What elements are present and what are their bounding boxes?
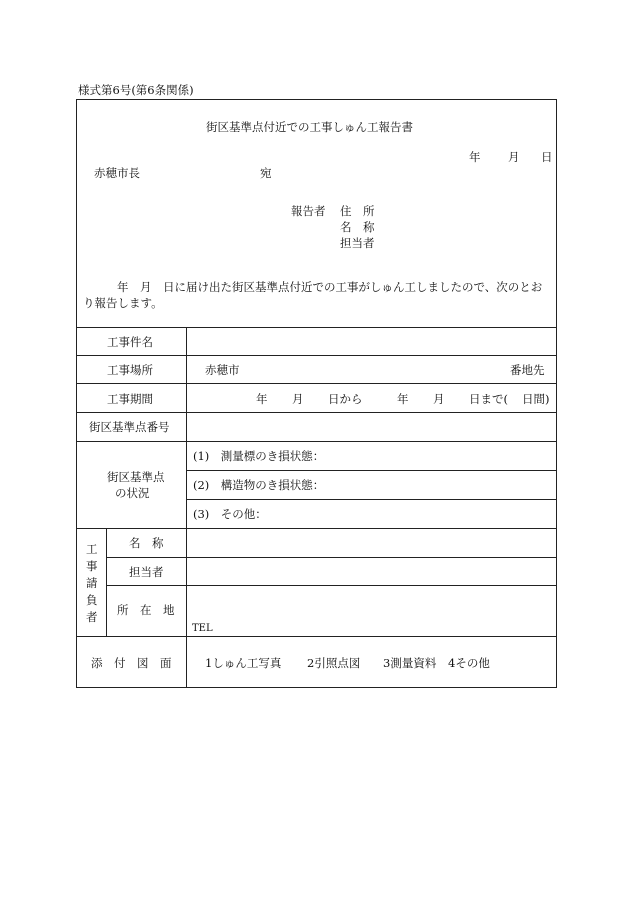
contractor-vlabel-2: 事	[86, 559, 98, 573]
report-form	[76, 99, 557, 688]
contractor-vlabel-4: 負	[86, 593, 98, 607]
intro-line1: 年 月 日に届け出た街区基準点付近での工事がしゅん工しましたので、次のとお	[117, 280, 543, 294]
reporter-name: 名 称	[340, 220, 375, 234]
contractor-vlabel-1: 工	[86, 542, 98, 556]
location-city: 赤穂市	[205, 363, 240, 377]
point-status-label-1: 街区基準点	[107, 470, 165, 484]
period-days: 日間)	[522, 392, 550, 406]
period-start-month: 月	[292, 392, 304, 406]
point-number-label: 街区基準点番号	[89, 420, 170, 434]
addressee-name: 赤穂市長	[94, 166, 140, 180]
period-label: 工事期間	[107, 392, 153, 406]
contractor-address-label: 所 在 地	[117, 603, 175, 617]
attachment-1: 1しゅん工写真	[205, 656, 282, 670]
location-label: 工事場所	[107, 363, 153, 377]
date-month: 月	[508, 150, 520, 164]
status-item-3: (3) その他：	[193, 507, 267, 521]
project-name-label: 工事件名	[107, 335, 153, 349]
addressee-honorific: 宛	[260, 166, 272, 180]
attachments-label: 添 付 図 面	[91, 656, 172, 670]
intro-line2: り報告します。	[83, 296, 163, 310]
date-year: 年	[469, 150, 481, 164]
reporter-label: 報告者	[291, 204, 326, 218]
status-item-2: (2) 構造物のき損状態：	[193, 478, 325, 492]
period-end-month: 月	[433, 392, 445, 406]
period-start-day: 日から	[328, 392, 363, 406]
attachment-2: 2引照点図	[307, 656, 361, 670]
period-end-day: 日まで(	[469, 392, 508, 406]
reporter-address: 住 所	[340, 204, 375, 218]
contractor-tel: TEL	[192, 623, 213, 634]
location-suffix: 番地先	[510, 363, 545, 377]
contractor-vlabel-3: 請	[86, 576, 98, 590]
status-item-1: (1) 測量標のき損状態：	[193, 449, 325, 463]
date-day: 日	[541, 150, 553, 164]
contractor-vlabel-5: 者	[86, 610, 98, 624]
attachment-4: 4その他	[448, 656, 490, 670]
period-start-year: 年	[256, 392, 268, 406]
point-status-label-2: の状況	[115, 486, 150, 500]
form-title: 街区基準点付近での工事しゅん工報告書	[206, 120, 413, 134]
period-end-year: 年	[397, 392, 409, 406]
form-number: 様式第6号(第6条関係)	[78, 83, 194, 97]
contractor-name-label: 名 称	[129, 536, 164, 550]
attachment-3: 3測量資料	[383, 656, 437, 670]
reporter-person: 担当者	[340, 236, 375, 250]
contractor-person-label: 担当者	[129, 565, 164, 579]
